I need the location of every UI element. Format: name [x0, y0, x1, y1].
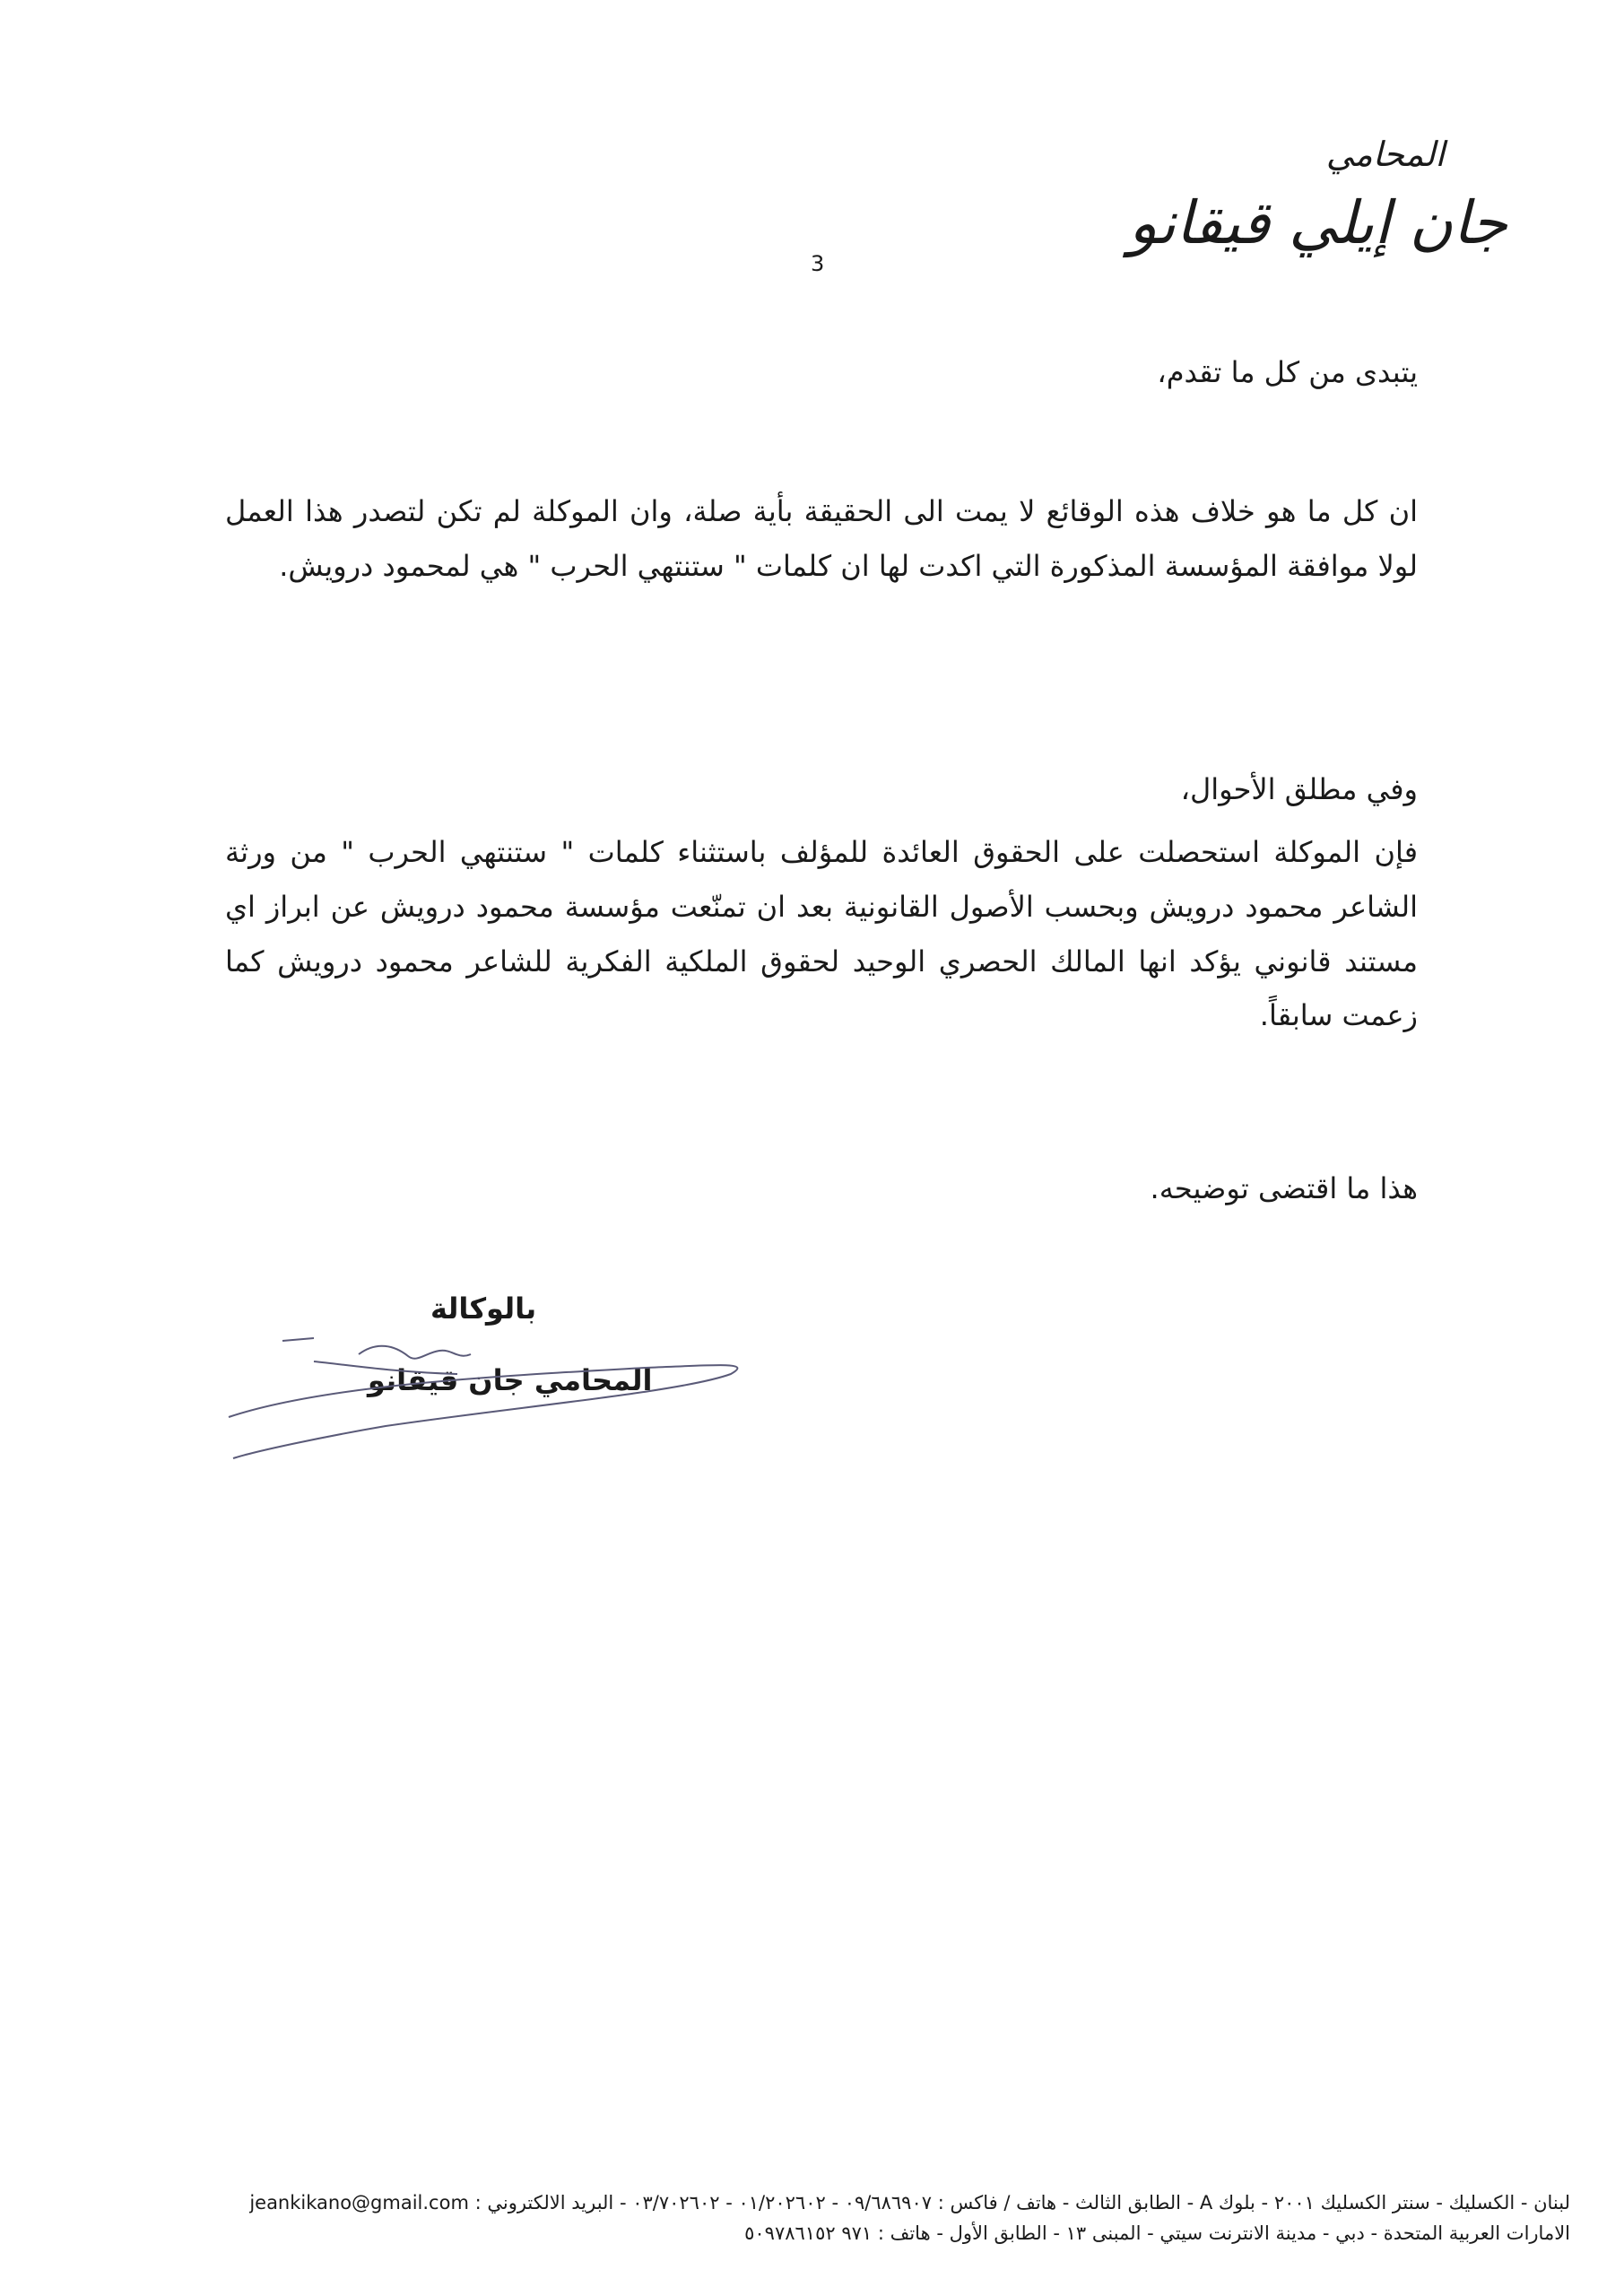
- signature-agency: بالوكالة: [430, 1292, 537, 1326]
- footer: [22, 2188, 1570, 2248]
- footer-lebanon-address: لبنان - الكسليك - سنتر الكسليك ٢٠٠١ - بلوك A - الطابق الثالث - هاتف / فاكس : ٠٩/٦٨٦٩٠٧ - ٠١/٢٠٢٦٠٢ - ٠٣/٧٠٢٦٠٢ - البريد الالكتروني : jeankikano@gmail.com: [249, 2192, 1570, 2213]
- signature-lawyer-name: المحامي جان قيقانو: [368, 1363, 653, 1397]
- paragraph-closing: هذا ما اقتضى توضيحه.: [1150, 1171, 1418, 1205]
- letterhead-title: المحامي: [1325, 135, 1445, 174]
- letterhead-name: جان إيلي قيقانو: [1128, 188, 1507, 257]
- letterhead: [1041, 135, 1507, 287]
- paragraph-rights: فإن الموكلة استحصلت على الحقوق العائدة للمؤلف باستثناء كلمات " ستنتهي الحرب " من ورثة الشاعر محمود درويش وبحسب الأصول القانونية بعد ان تمنّعت مؤسسة محمود درويش عن ابراز اي مستند قانوني يؤكد انها المالك الحصري الوحيد لحقوق الملكية الفكرية للشاعر محمود درويش كما زعمت سابقاً.: [225, 835, 1418, 1033]
- paragraph-facts: ان كل ما هو خلاف هذه الوقائع لا يمت الى الحقيقة بأية صلة، وان الموكلة لم تكن لتصدر هذا العمل لولا موافقة المؤسسة المذكورة التي اكدت لها ان كلمات " ستنتهي الحرب " هي لمحمود درويش.: [225, 494, 1418, 583]
- paragraph-intro: يتبدى من كل ما تقدم،: [1157, 355, 1418, 389]
- page-number: 3: [811, 251, 825, 276]
- footer-uae-address: الامارات العربية المتحدة - دبي - مدينة الانترنت سيتي - المبنى ١٣ - الطابق الأول - هاتف : ٩٧١ ٥٠٩٧٨٦١٥٢: [744, 2222, 1570, 2244]
- paragraph-in-any-case: وفي مطلق الأحوال،: [1180, 772, 1418, 806]
- handwritten-signature: [215, 1292, 753, 1471]
- signature-block: [215, 1292, 753, 1471]
